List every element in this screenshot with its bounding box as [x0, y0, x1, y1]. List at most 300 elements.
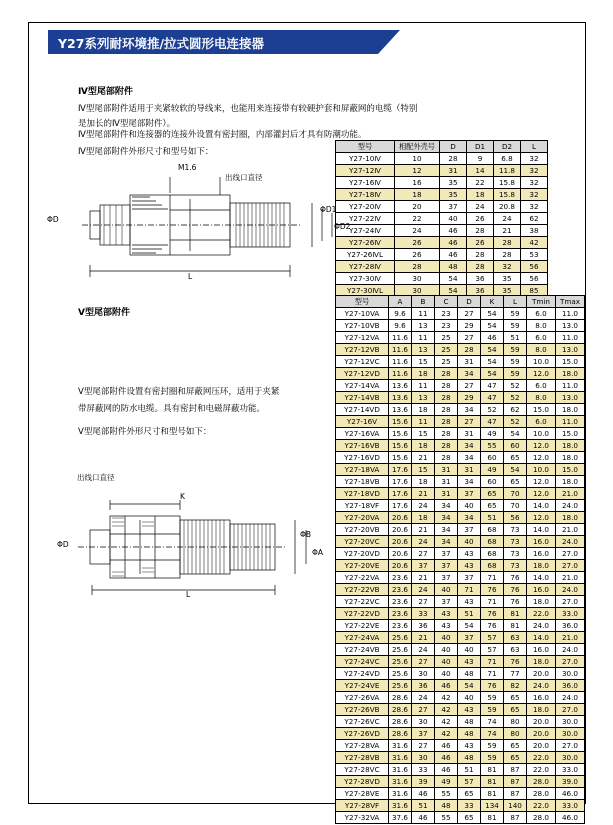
cell-value: 71 — [458, 584, 481, 596]
cell-value: 80 — [504, 728, 527, 740]
cell-value: 15.0 — [556, 464, 585, 476]
cell-value: 16.0 — [527, 644, 556, 656]
cell-value: 46 — [435, 764, 458, 776]
cell-value: 15.6 — [389, 440, 412, 452]
cell-value: 53 — [521, 249, 548, 261]
table-row — [336, 728, 585, 740]
cell-value: 31.6 — [389, 752, 412, 764]
cell-value: 11.8 — [494, 165, 521, 177]
cell-value: 65 — [481, 500, 504, 512]
cell-value: 34 — [435, 524, 458, 536]
cell-value: 77 — [504, 668, 527, 680]
cell-value: 27 — [412, 656, 435, 668]
cell-model: Y27-20VB — [336, 524, 389, 536]
table-row — [336, 428, 585, 440]
cell-value: 54 — [481, 308, 504, 320]
cell-model: Y27-18VF — [336, 500, 389, 512]
cell-value: 59 — [504, 308, 527, 320]
cell-value: 25.6 — [389, 644, 412, 656]
table-row — [336, 261, 548, 273]
cell-value: 28 — [435, 452, 458, 464]
label-phi-d-2: ΦD — [57, 540, 69, 549]
cell-value: 65 — [504, 704, 527, 716]
cell-value: 27.0 — [556, 656, 585, 668]
cell-model: Y27-26VD — [336, 728, 389, 740]
cell-value: 31 — [435, 464, 458, 476]
cell-value: 15.8 — [494, 177, 521, 189]
cell-value: 27 — [412, 596, 435, 608]
cell-value: 10.0 — [527, 428, 556, 440]
cell-model: Y27-12VB — [336, 344, 389, 356]
cell-value: 12.0 — [527, 452, 556, 464]
cell-value: 42 — [435, 692, 458, 704]
cell-value: 37.6 — [389, 812, 412, 824]
cell-value: 27 — [458, 332, 481, 344]
cell-value: 140 — [504, 800, 527, 812]
cell-value: 59 — [481, 752, 504, 764]
cell-model: Y27-16Ⅳ — [336, 177, 395, 189]
cell-value: 24 — [395, 225, 440, 237]
cell-value: 13.0 — [556, 392, 585, 404]
cell-value: 37 — [458, 572, 481, 584]
cell-value: 40 — [458, 692, 481, 704]
cell-value: 34 — [458, 476, 481, 488]
label-phi-d1: ΦD1 — [320, 205, 337, 214]
cell-value: 59 — [481, 692, 504, 704]
table-row — [336, 656, 585, 668]
cell-value: 40 — [458, 536, 481, 548]
table-row — [336, 308, 585, 320]
cell-value: 71 — [481, 572, 504, 584]
table-row — [336, 320, 585, 332]
cell-value: 43 — [458, 596, 481, 608]
cell-value: 57 — [458, 776, 481, 788]
cell-value: 31.6 — [389, 776, 412, 788]
cell-model: Y27-28VA — [336, 740, 389, 752]
cell-value: 31 — [435, 476, 458, 488]
cell-value: 13.0 — [556, 344, 585, 356]
cell-model: Y27-16VD — [336, 452, 389, 464]
cell-value: 25.6 — [389, 668, 412, 680]
cell-value: 28 — [435, 368, 458, 380]
cell-value: 54 — [458, 620, 481, 632]
cell-value: 76 — [481, 680, 504, 692]
cell-value: 65 — [504, 476, 527, 488]
cell-value: 32 — [521, 189, 548, 201]
cell-value: 30.0 — [556, 728, 585, 740]
cell-value: 18.0 — [556, 404, 585, 416]
label-l-2: L — [186, 590, 191, 599]
cell-value: 70 — [504, 500, 527, 512]
cell-value: 59 — [504, 356, 527, 368]
cell-model: Y27-16VB — [336, 440, 389, 452]
cell-value: 43 — [458, 740, 481, 752]
cell-value: 30 — [395, 285, 440, 297]
cell-value: 8.0 — [527, 392, 556, 404]
cell-value: 28.6 — [389, 704, 412, 716]
table-row — [336, 237, 548, 249]
cell-value: 76 — [504, 656, 527, 668]
cell-model: Y27-18VD — [336, 488, 389, 500]
cell-value: 31.6 — [389, 788, 412, 800]
cell-value: 24 — [467, 201, 494, 213]
cell-value: 46.0 — [556, 788, 585, 800]
cell-value: 18 — [467, 189, 494, 201]
cell-value: 22.0 — [527, 764, 556, 776]
cell-value: 52 — [481, 404, 504, 416]
cell-value: 14.0 — [527, 524, 556, 536]
table-row — [336, 464, 585, 476]
cell-value: 24.0 — [556, 692, 585, 704]
cell-value: 56 — [521, 261, 548, 273]
table-row — [336, 201, 548, 213]
cell-value: 54 — [440, 285, 467, 297]
table-row — [336, 500, 585, 512]
section2-drawing — [70, 490, 330, 610]
cell-model: Y27-26VB — [336, 704, 389, 716]
cell-model: Y27-14VB — [336, 392, 389, 404]
cell-value: 33 — [412, 608, 435, 620]
cell-value: 14.0 — [527, 500, 556, 512]
cell-value: 27 — [458, 380, 481, 392]
cell-value: 28 — [458, 344, 481, 356]
cell-value: 62 — [504, 404, 527, 416]
cell-value: 76 — [504, 596, 527, 608]
cell-value: 34 — [458, 512, 481, 524]
cell-value: 25 — [435, 344, 458, 356]
cell-value: 33 — [412, 764, 435, 776]
cell-value: 32 — [521, 153, 548, 165]
cell-value: 35 — [494, 273, 521, 285]
cell-value: 15.6 — [389, 416, 412, 428]
cell-value: 65 — [504, 752, 527, 764]
cell-value: 11 — [412, 416, 435, 428]
cell-model: Y27-22Ⅳ — [336, 213, 395, 225]
cell-model: Y27-28VB — [336, 752, 389, 764]
cell-value: 28.6 — [389, 716, 412, 728]
cell-value: 28 — [467, 261, 494, 273]
cell-value: 28 — [435, 392, 458, 404]
table-row — [336, 536, 585, 548]
cell-value: 31 — [458, 356, 481, 368]
table-row — [336, 632, 585, 644]
cell-value: 10.0 — [527, 464, 556, 476]
cell-value: 14.0 — [527, 572, 556, 584]
cell-value: 21 — [412, 488, 435, 500]
cell-value: 63 — [504, 644, 527, 656]
cell-value: 31.6 — [389, 764, 412, 776]
cell-value: 11.6 — [389, 344, 412, 356]
label-outlet-diameter-2: 出线口直径 — [77, 473, 115, 482]
cell-value: 81 — [504, 620, 527, 632]
cell-value: 54 — [481, 320, 504, 332]
cell-value: 76 — [481, 620, 504, 632]
column-header: L — [521, 141, 548, 153]
cell-value: 21 — [412, 632, 435, 644]
cell-value: 15.6 — [389, 452, 412, 464]
section2-paragraph-2: 带屏蔽网的防水电缆。具有密封和电磁屏蔽功能。 — [78, 404, 266, 414]
cell-value: 40 — [435, 656, 458, 668]
table-row — [336, 560, 585, 572]
cell-value: 42 — [521, 237, 548, 249]
column-header: Tmin — [527, 296, 556, 308]
cell-value: 32 — [521, 201, 548, 213]
cell-value: 11.6 — [389, 332, 412, 344]
cell-value: 36 — [467, 285, 494, 297]
cell-model: Y27-28VE — [336, 788, 389, 800]
cell-value: 30 — [412, 668, 435, 680]
cell-value: 27.0 — [556, 560, 585, 572]
cell-value: 22.0 — [527, 752, 556, 764]
column-header: C — [435, 296, 458, 308]
cell-value: 73 — [504, 536, 527, 548]
cell-value: 46 — [481, 332, 504, 344]
cell-value: 28 — [467, 249, 494, 261]
cell-value: 74 — [481, 716, 504, 728]
cell-value: 28 — [440, 153, 467, 165]
cell-value: 20.6 — [389, 524, 412, 536]
cell-value: 36 — [467, 273, 494, 285]
cell-value: 81 — [481, 812, 504, 824]
cell-value: 49 — [481, 428, 504, 440]
cell-value: 35 — [440, 177, 467, 189]
cell-model: Y27-20Ⅳ — [336, 201, 395, 213]
table-row — [336, 440, 585, 452]
cell-value: 33 — [458, 800, 481, 812]
cell-value: 80 — [504, 716, 527, 728]
cell-model: Y27-28VC — [336, 764, 389, 776]
cell-value: 27 — [458, 308, 481, 320]
cell-value: 32 — [521, 177, 548, 189]
cell-value: 27.0 — [556, 704, 585, 716]
cell-value: 15 — [412, 356, 435, 368]
cell-value: 65 — [504, 692, 527, 704]
table-row — [336, 788, 585, 800]
cell-value: 34 — [458, 368, 481, 380]
cell-value: 43 — [458, 560, 481, 572]
cell-value: 87 — [504, 776, 527, 788]
cell-value: 23 — [435, 308, 458, 320]
cell-model: Y27-30ⅣL — [336, 285, 395, 297]
cell-value: 59 — [504, 368, 527, 380]
cell-value: 24.0 — [556, 500, 585, 512]
cell-value: 51 — [412, 800, 435, 812]
cell-value: 12.0 — [527, 488, 556, 500]
cell-value: 24.0 — [556, 536, 585, 548]
section1-paragraph-1: Ⅳ型尾部附件适用于夹紧较软的导线来，也能用来连接带有较硬护套和屏蔽网的电缆（特别是加长的Ⅳ型尾部附件）。 — [78, 104, 418, 129]
cell-value: 28 — [435, 416, 458, 428]
cell-model: Y27-12VA — [336, 332, 389, 344]
cell-value: 26 — [395, 249, 440, 261]
cell-model: Y27-18VA — [336, 464, 389, 476]
cell-value: 26 — [467, 213, 494, 225]
cell-model: Y27-22VE — [336, 620, 389, 632]
cell-value: 18 — [412, 440, 435, 452]
cell-value: 82 — [504, 680, 527, 692]
cell-value: 16.0 — [527, 692, 556, 704]
cell-value: 18.0 — [556, 512, 585, 524]
cell-value: 71 — [481, 656, 504, 668]
table-row — [336, 704, 585, 716]
cell-value: 51 — [504, 332, 527, 344]
cell-model: Y27-16V — [336, 416, 389, 428]
cell-value: 65 — [458, 812, 481, 824]
cell-value: 9.6 — [389, 320, 412, 332]
cell-value: 68 — [481, 536, 504, 548]
cell-value: 46.0 — [556, 812, 585, 824]
cell-value: 15.0 — [556, 356, 585, 368]
cell-value: 43 — [435, 620, 458, 632]
table-row — [336, 452, 585, 464]
cell-value: 20.6 — [389, 536, 412, 548]
cell-value: 32 — [521, 165, 548, 177]
cell-value: 65 — [481, 488, 504, 500]
table-row — [336, 249, 548, 261]
cell-value: 16.0 — [527, 548, 556, 560]
column-header: 型号 — [336, 141, 395, 153]
cell-model: Y27-12VD — [336, 368, 389, 380]
cell-value: 26 — [467, 237, 494, 249]
section1-paragraph-3: Ⅳ型尾部附件外形尺寸和型号如下： — [78, 147, 214, 157]
cell-value: 15.6 — [389, 428, 412, 440]
cell-value: 18.0 — [556, 452, 585, 464]
cell-model: Y27-12VC — [336, 356, 389, 368]
cell-value: 65 — [504, 452, 527, 464]
cell-value: 6.0 — [527, 380, 556, 392]
cell-value: 18.0 — [556, 368, 585, 380]
cell-value: 33.0 — [556, 764, 585, 776]
cell-model: Y27-10VA — [336, 308, 389, 320]
cell-value: 37 — [440, 201, 467, 213]
cell-value: 21.0 — [556, 524, 585, 536]
cell-value: 23.6 — [389, 596, 412, 608]
cell-value: 37 — [435, 572, 458, 584]
table-row — [336, 356, 585, 368]
page-title: Y27系列耐环境推/拉式圆形电连接器 — [58, 36, 265, 51]
cell-value: 34 — [458, 440, 481, 452]
cell-value: 34 — [458, 404, 481, 416]
column-header: 相配外壳号 — [395, 141, 440, 153]
cell-model: Y27-18VB — [336, 476, 389, 488]
cell-value: 20.6 — [389, 560, 412, 572]
table-row — [336, 213, 548, 225]
column-header: A — [389, 296, 412, 308]
cell-value: 31.6 — [389, 740, 412, 752]
cell-model: Y27-26VC — [336, 716, 389, 728]
cell-value: 31 — [458, 428, 481, 440]
cell-value: 39.0 — [556, 776, 585, 788]
cell-value: 134 — [481, 800, 504, 812]
cell-value: 28 — [435, 404, 458, 416]
cell-model: Y27-24VD — [336, 668, 389, 680]
cell-value: 43 — [458, 548, 481, 560]
cell-value: 42 — [435, 728, 458, 740]
cell-value: 30 — [395, 273, 440, 285]
table-row — [336, 368, 585, 380]
table-row — [336, 225, 548, 237]
cell-value: 23.6 — [389, 608, 412, 620]
cell-value: 68 — [481, 548, 504, 560]
cell-value: 28 — [435, 440, 458, 452]
cell-value: 28.0 — [527, 788, 556, 800]
cell-value: 30.0 — [556, 716, 585, 728]
section1-paragraph-2: Ⅳ型尾部附件和连接器的连接外设置有密封圈，内部灌封后才具有防潮功能。 — [78, 130, 367, 140]
cell-value: 70 — [504, 488, 527, 500]
column-header: K — [481, 296, 504, 308]
cell-value: 49 — [481, 464, 504, 476]
cell-value: 15.8 — [494, 189, 521, 201]
cell-value: 9.6 — [389, 308, 412, 320]
cell-value: 48 — [440, 261, 467, 273]
cell-value: 13.6 — [389, 392, 412, 404]
label-outlet-diameter-1: 出线口直径 — [225, 173, 263, 182]
cell-value: 24 — [412, 692, 435, 704]
cell-value: 11.0 — [556, 308, 585, 320]
cell-value: 55 — [481, 440, 504, 452]
cell-model: Y27-18Ⅳ — [336, 189, 395, 201]
cell-value: 11 — [412, 332, 435, 344]
cell-value: 40 — [458, 500, 481, 512]
cell-value: 39 — [412, 776, 435, 788]
cell-value: 63 — [504, 632, 527, 644]
cell-model: Y27-10Ⅳ — [336, 153, 395, 165]
cell-value: 54 — [458, 680, 481, 692]
column-header: Tmax — [556, 296, 585, 308]
table-row — [336, 752, 585, 764]
cell-value: 13 — [412, 392, 435, 404]
cell-value: 25 — [435, 356, 458, 368]
cell-value: 18 — [412, 476, 435, 488]
cell-model: Y27-12Ⅳ — [336, 165, 395, 177]
cell-value: 59 — [504, 320, 527, 332]
cell-value: 74 — [481, 728, 504, 740]
cell-value: 54 — [504, 464, 527, 476]
cell-value: 11.0 — [556, 416, 585, 428]
cell-value: 34 — [435, 512, 458, 524]
cell-value: 54 — [504, 428, 527, 440]
column-header: D1 — [467, 141, 494, 153]
table-row — [336, 644, 585, 656]
cell-value: 15.0 — [556, 428, 585, 440]
label-phi-b: ΦB — [300, 530, 312, 539]
cell-value: 14 — [467, 165, 494, 177]
cell-value: 24 — [412, 500, 435, 512]
column-header: D — [440, 141, 467, 153]
cell-value: 28 — [467, 225, 494, 237]
cell-value: 37 — [458, 488, 481, 500]
cell-value: 52 — [504, 416, 527, 428]
cell-model: Y27-24VA — [336, 632, 389, 644]
cell-value: 17.6 — [389, 488, 412, 500]
table-iv-dimensions — [335, 140, 548, 297]
cell-value: 51 — [481, 512, 504, 524]
cell-value: 24 — [412, 584, 435, 596]
cell-value: 81 — [481, 764, 504, 776]
cell-value: 11.6 — [389, 356, 412, 368]
cell-value: 68 — [481, 560, 504, 572]
cell-value: 40 — [458, 644, 481, 656]
cell-value: 6.0 — [527, 332, 556, 344]
cell-value: 21.0 — [556, 632, 585, 644]
cell-value: 15 — [412, 464, 435, 476]
cell-value: 51 — [458, 608, 481, 620]
cell-model: Y27-24VB — [336, 644, 389, 656]
cell-value: 48 — [458, 728, 481, 740]
cell-value: 18 — [412, 512, 435, 524]
table-row — [336, 153, 548, 165]
cell-value: 59 — [481, 704, 504, 716]
cell-value: 31 — [440, 165, 467, 177]
